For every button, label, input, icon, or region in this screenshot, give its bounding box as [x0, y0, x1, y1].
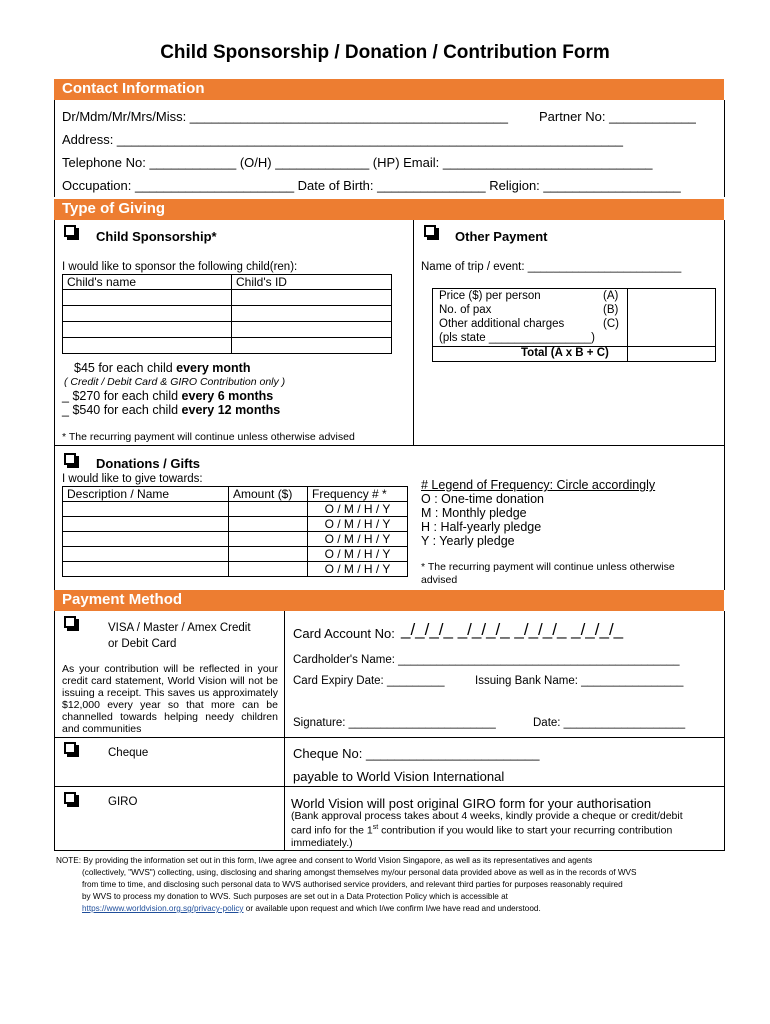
price-row-c: Other additional charges — [439, 318, 565, 330]
option-monthly-bold: every month — [176, 361, 251, 375]
trip-field[interactable]: Name of trip / event: ________________________ — [421, 261, 682, 273]
date-field[interactable]: Date: ___________________ — [533, 717, 686, 729]
option-12-text: $540 for each child — [72, 403, 182, 417]
salutation-field[interactable]: Dr/Mdm/Mr/Mrs/Miss: ____________________________________________ — [62, 109, 508, 124]
donations-label: Donations / Gifts — [96, 456, 200, 471]
donation-frequency[interactable]: O / M / H / Y — [308, 532, 408, 547]
donation-frequency[interactable]: O / M / H / Y — [308, 517, 408, 532]
card-label-1: VISA / Master / Amex Credit — [108, 622, 251, 634]
legend-y: Y : Yearly pledge — [421, 534, 515, 548]
code-b: (B) — [603, 304, 619, 316]
cheque-label: Cheque — [108, 747, 149, 759]
child-id-col: Child's ID — [232, 275, 392, 290]
donation-amount[interactable] — [229, 547, 308, 562]
price-labels — [439, 289, 595, 345]
price-codes — [603, 289, 619, 331]
child-row[interactable] — [232, 306, 392, 322]
donation-row[interactable] — [63, 517, 229, 532]
child-row[interactable] — [63, 290, 232, 306]
donation-amount[interactable] — [229, 532, 308, 547]
total-label: Total (A x B + C) — [521, 347, 609, 359]
child-sponsorship-checkbox[interactable] — [64, 225, 76, 237]
legend-note-2: advised — [421, 574, 458, 586]
recurring-note: * The recurring payment will continue unless otherwise advised — [62, 431, 355, 443]
giro-note-2 — [291, 822, 683, 837]
legend-title: # Legend of Frequency: Circle accordingly — [421, 478, 656, 492]
child-intro: I would like to sponsor the following child(ren): — [62, 261, 298, 273]
cheque-checkbox[interactable] — [64, 742, 76, 754]
price-row-b: No. of pax — [439, 304, 492, 316]
card-account-input[interactable]: _/_/_/_ _/_/_/_ _/_/_/_ _/_/_/_ — [401, 620, 624, 639]
donation-row[interactable] — [63, 562, 229, 577]
card-label-2: or Debit Card — [108, 638, 177, 650]
col-frequency: Frequency # * — [308, 487, 408, 502]
legend-note — [421, 561, 675, 587]
giro-title: World Vision will post original GIRO form for your authorisation — [291, 796, 652, 811]
legend-h: H : Half-yearly pledge — [421, 520, 542, 534]
partner-no-field[interactable]: Partner No: ____________ — [539, 109, 696, 124]
bank-field[interactable]: Issuing Bank Name: ________________ — [475, 675, 684, 687]
donation-frequency[interactable]: O / M / H / Y — [308, 562, 408, 577]
address-field[interactable]: Address: ______________________________________________________________________ — [62, 132, 624, 147]
child-name-col: Child's name — [63, 275, 232, 290]
frequency-legend — [421, 478, 655, 548]
payment-header: Payment Method — [54, 590, 724, 611]
cardholder-field[interactable]: Cardholder's Name: ____________________________________________ — [293, 654, 680, 666]
contact-header: Contact Information — [54, 79, 724, 100]
child-row[interactable] — [232, 338, 392, 354]
card-label — [108, 620, 251, 652]
legend-note-1: * The recurring payment will continue unless otherwise — [421, 561, 675, 573]
form-title: Child Sponsorship / Donation / Contribution Form — [160, 42, 610, 63]
child-sponsorship-label: Child Sponsorship* — [96, 229, 217, 244]
note-line-2: (collectively, "WVS") collecting, using, disclosing and sharing amongst themselves my/our personal data provided above as well as in the records of WVS — [82, 868, 637, 877]
privacy-policy-link[interactable]: https://www.worldvision.org.sg/privacy-policy — [82, 904, 244, 913]
donation-row[interactable] — [63, 532, 229, 547]
note-line-5 — [56, 903, 636, 915]
other-payment-label: Other Payment — [455, 229, 548, 244]
child-row[interactable] — [232, 322, 392, 338]
option-monthly-text: $45 for each child — [74, 361, 177, 375]
giro-note-3: immediately.) — [291, 836, 353, 849]
expiry-field[interactable]: Card Expiry Date: _________ — [293, 675, 445, 687]
child-row[interactable] — [63, 306, 232, 322]
signature-field[interactable]: Signature: _______________________ — [293, 717, 496, 729]
legend-m: M : Monthly pledge — [421, 506, 527, 520]
donations-checkbox[interactable] — [64, 453, 76, 465]
option-6-bold: every 6 months — [181, 389, 274, 403]
donations-table — [62, 486, 408, 577]
privacy-note — [56, 855, 636, 915]
occupation-field[interactable]: Occupation: ______________________ Date of Birth: _______________ Religion: ___________________ — [62, 178, 681, 193]
donation-frequency[interactable]: O / M / H / Y — [308, 547, 408, 562]
option-note: ( Credit / Debit Card & GIRO Contribution only ) — [64, 376, 286, 388]
card-account-label: Card Account No: — [293, 626, 395, 641]
donation-amount[interactable] — [229, 562, 308, 577]
option-6-text: $270 for each child — [72, 389, 182, 403]
code-c: (C) — [603, 318, 619, 330]
note-line-5-text: or available upon request and which I/we confirm I/we have read and understood. — [243, 904, 541, 913]
option-12-bold: every 12 months — [181, 403, 281, 417]
donation-amount[interactable] — [229, 517, 308, 532]
giro-note — [291, 810, 683, 849]
child-row[interactable] — [63, 338, 232, 354]
giro-note-2b: contribution if you would like to start your recurring contribution — [378, 824, 673, 837]
note-line-4: by WVS to process my donation to WVS. Such purposes are set out in a Data Protection Policy which is accessible at — [82, 892, 508, 901]
legend-o: O : One-time donation — [421, 492, 544, 506]
telephone-field[interactable]: Telephone No: ____________ (O/H) _____________ (HP) Email: _____________________________ — [62, 155, 653, 170]
donation-row[interactable] — [63, 547, 229, 562]
giro-note-sup: st — [372, 824, 379, 831]
code-a: (A) — [603, 290, 619, 302]
giro-checkbox[interactable] — [64, 792, 76, 804]
card-note: As your contribution will be reflected in your credit card statement, World Vision will not be issuing a receipt. This saves us approximately $12,000 every year so that more can be channelled towards helping needy children and communities — [62, 663, 278, 735]
donations-intro: I would like to give towards: — [62, 473, 203, 485]
child-table — [62, 274, 392, 354]
child-row[interactable] — [232, 290, 392, 306]
col-description: Description / Name — [63, 487, 229, 502]
note-line-3: from time to time, and disclosing such personal data to WVS authorised service providers, and relevant third parties for purposes reasonably required — [82, 880, 623, 889]
giro-label: GIRO — [108, 796, 138, 808]
giro-note-1: (Bank approval process takes about 4 weeks, kindly provide a cheque or credit/debit — [291, 810, 683, 822]
card-checkbox[interactable] — [64, 616, 76, 628]
note-line-1: NOTE: By providing the information set out in this form, I/we agree and consent to World Vision Singapore, as well as its representatives and agents — [56, 856, 593, 865]
option-6-months[interactable]: _ $270 for each child every 6 months — [62, 389, 274, 403]
price-row-state: (pls state ________________) — [439, 332, 596, 344]
child-row[interactable] — [63, 322, 232, 338]
option-monthly[interactable] — [74, 361, 251, 375]
other-payment-checkbox[interactable] — [424, 225, 436, 237]
donation-frequency[interactable]: O / M / H / Y — [308, 502, 408, 517]
payable-text: payable to World Vision International — [293, 769, 505, 784]
price-row-a: Price ($) per person — [439, 290, 541, 302]
cheque-no-field[interactable]: Cheque No: ________________________ — [293, 746, 540, 761]
donation-amount[interactable] — [229, 502, 308, 517]
giro-note-2a: card info for the 1 — [291, 824, 373, 837]
col-amount: Amount ($) — [229, 487, 308, 502]
giving-header: Type of Giving — [54, 199, 724, 220]
donation-row[interactable] — [63, 502, 229, 517]
option-12-months[interactable]: _ $540 for each child every 12 months — [62, 403, 281, 417]
